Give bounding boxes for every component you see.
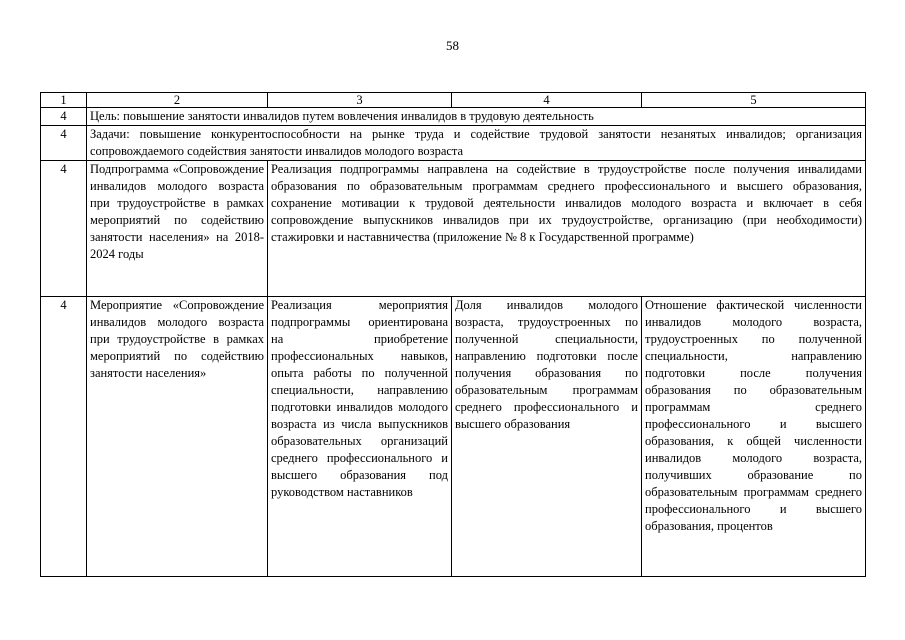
subprogram-row xyxy=(41,161,866,297)
goal-text: Цель: повышение занятости инвалидов путем вовлечения инвалидов в трудовую деятельность xyxy=(87,108,866,126)
header-cell-4: 4 xyxy=(452,93,642,108)
header-cell-3: 3 xyxy=(268,93,452,108)
subprogram-row-number: 4 xyxy=(41,161,87,297)
measure-implementation: Реализация мероприятия подпрограммы ориентирована на приобретение профессиональных навыков, опыта работы по полученной специальности, направлению подготовки инвалидов молодого возраста из числа выпускников образовательных организаций среднего профессионального и высшего образования под руководством наставников xyxy=(268,297,452,577)
program-table xyxy=(40,92,866,577)
header-cell-1: 1 xyxy=(41,93,87,108)
measure-indicator: Доля инвалидов молодого возраста, трудоустроенных по полученной специальности, направлению подготовки после получения образования по образовательным программам среднего профессионального и высшего образования xyxy=(452,297,642,577)
tasks-text: Задачи: повышение конкурентоспособности на рынке труда и содействие трудовой занятости незанятых инвалидов; организация сопровождаемого содействия занятости инвалидов молодого возраста xyxy=(87,126,866,161)
header-cell-5: 5 xyxy=(642,93,866,108)
page-number: 58 xyxy=(446,38,459,53)
measure-calculation: Отношение фактической численности инвалидов молодого возраста, трудоустроенных по полученной специальности, направлению подготовки после получения образования по образовательным программам среднего профессионального и высшего образования, к общей численности инвалидов молодого возраста, получивших образование по образовательным программам среднего профессионального и высшего образования, процентов xyxy=(642,297,866,577)
goal-row-number: 4 xyxy=(41,108,87,126)
tasks-row xyxy=(41,126,866,161)
table-header-row xyxy=(41,93,866,108)
measure-row-number: 4 xyxy=(41,297,87,577)
header-cell-2: 2 xyxy=(87,93,268,108)
measure-name: Мероприятие «Сопровождение инвалидов молодого возраста при трудоустройстве в рамках мероприятий по содействию занятости населения» xyxy=(87,297,268,577)
measure-row xyxy=(41,297,866,577)
goal-row xyxy=(41,108,866,126)
tasks-row-number: 4 xyxy=(41,126,87,161)
subprogram-name: Подпрограмма «Сопровождение инвалидов молодого возраста при трудоустройстве в рамках мероприятий по содействию занятости населения» на 2018-2024 годы xyxy=(87,161,268,297)
subprogram-description: Реализация подпрограммы направлена на содействие в трудоустройстве после получения инвалидами образования по образовательным программам среднего профессионального и высшего образования, сохранение мотивации к трудовой деятельности инвалидов молодого возраста и включает в себя сопровождение выпускников инвалидов при их трудоустройстве, организацию (при необходимости) стажировки и наставничества (приложение № 8 к Государственной программе) xyxy=(268,161,866,297)
